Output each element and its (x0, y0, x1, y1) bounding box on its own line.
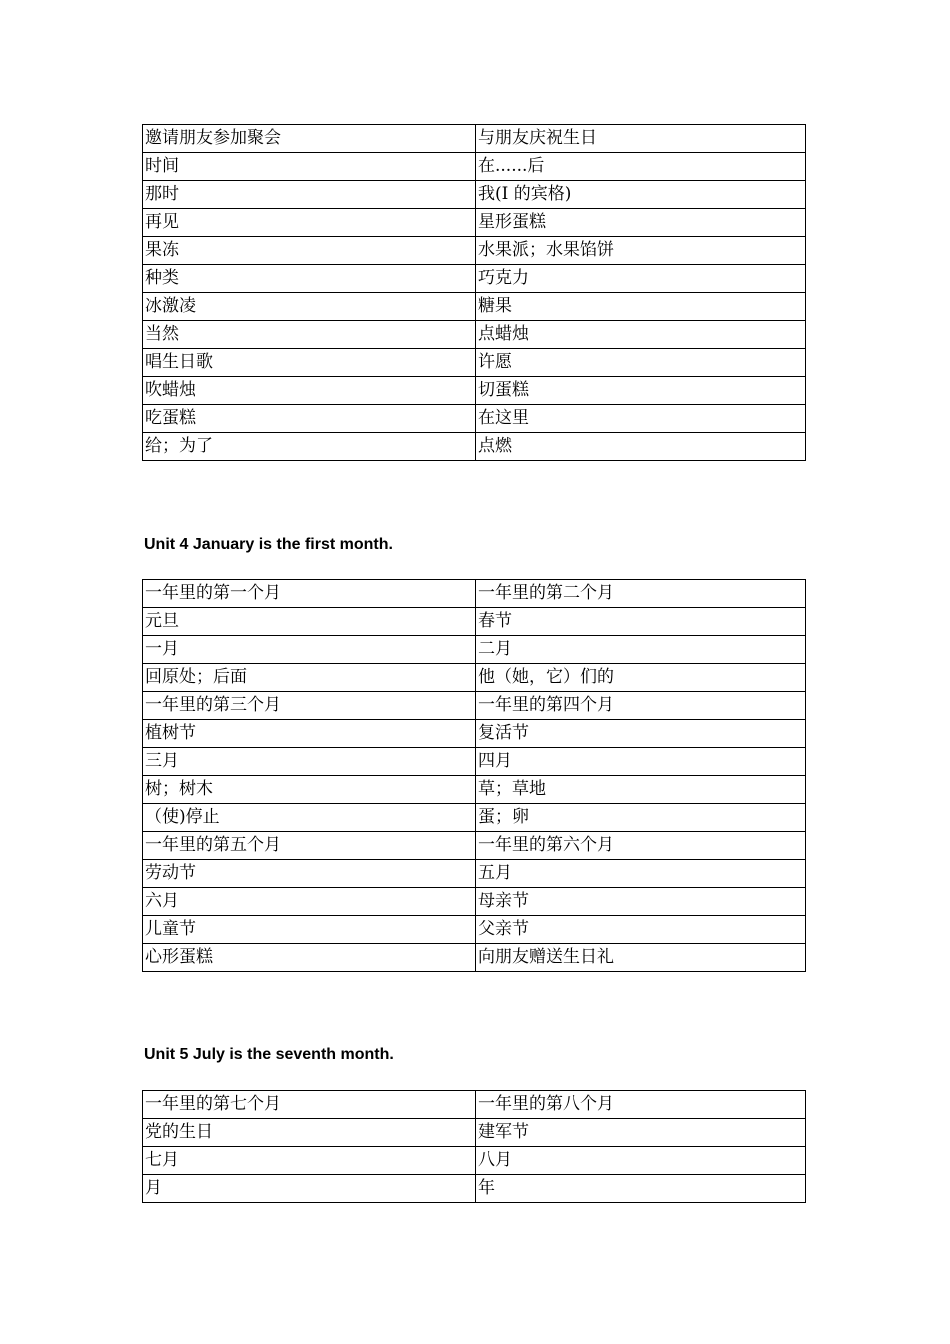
vocab-table-unit3 (142, 124, 806, 461)
chinese-term-cell: 当然 (143, 321, 476, 349)
chinese-term-cell: 儿童节 (143, 916, 476, 944)
chinese-term-cell: 时间 (143, 153, 476, 181)
chinese-term-cell: 冰激凌 (143, 293, 476, 321)
chinese-term-cell-right: 在......后 (476, 153, 806, 181)
table-row (143, 1147, 806, 1175)
chinese-term-cell-right: 许愿 (476, 349, 806, 377)
chinese-term-cell-right: 水果派；水果馅饼 (476, 237, 806, 265)
chinese-term-cell-right: 春节 (476, 608, 806, 636)
table-row (143, 776, 806, 804)
table-row (143, 888, 806, 916)
unit-5-heading: Unit 5 July is the seventh month. (144, 1046, 394, 1063)
chinese-term-cell: 六月 (143, 888, 476, 916)
table-row (143, 860, 806, 888)
table-row (143, 636, 806, 664)
table-row (143, 944, 806, 972)
table-row (143, 209, 806, 237)
chinese-term-cell: 元旦 (143, 608, 476, 636)
chinese-term-cell-right: 星形蛋糕 (476, 209, 806, 237)
chinese-term-cell: 七月 (143, 1147, 476, 1175)
chinese-term-cell-right: 向朋友赠送生日礼 (476, 944, 806, 972)
chinese-term-cell-right: 与朋友庆祝生日 (476, 125, 806, 153)
table-row (143, 405, 806, 433)
chinese-term-cell-right: 复活节 (476, 720, 806, 748)
table-row (143, 720, 806, 748)
chinese-term-cell: 植树节 (143, 720, 476, 748)
chinese-term-cell: 树；树木 (143, 776, 476, 804)
table-row (143, 349, 806, 377)
chinese-term-cell: 一年里的第三个月 (143, 692, 476, 720)
table-row (143, 1091, 806, 1119)
table-row (143, 237, 806, 265)
chinese-term-cell-right: 点燃 (476, 433, 806, 461)
chinese-term-cell: 月 (143, 1175, 476, 1203)
chinese-term-cell-right: 蛋；卵 (476, 804, 806, 832)
chinese-term-cell: （使)停止 (143, 804, 476, 832)
chinese-term-cell-right: 在这里 (476, 405, 806, 433)
table-row (143, 377, 806, 405)
chinese-term-cell-right: 一年里的第二个月 (476, 580, 806, 608)
chinese-term-cell-right: 一年里的第四个月 (476, 692, 806, 720)
chinese-term-cell: 党的生日 (143, 1119, 476, 1147)
chinese-term-cell-right: 建军节 (476, 1119, 806, 1147)
table-row (143, 181, 806, 209)
chinese-term-cell: 心形蛋糕 (143, 944, 476, 972)
vocab-table-unit4 (142, 579, 806, 972)
chinese-term-cell: 种类 (143, 265, 476, 293)
chinese-term-cell-right: 巧克力 (476, 265, 806, 293)
table-row (143, 433, 806, 461)
chinese-term-cell-right: 糖果 (476, 293, 806, 321)
chinese-term-cell-right: 一年里的第六个月 (476, 832, 806, 860)
table-row (143, 664, 806, 692)
table-row (143, 832, 806, 860)
table-row (143, 916, 806, 944)
table-row (143, 580, 806, 608)
chinese-term-cell: 一年里的第五个月 (143, 832, 476, 860)
chinese-term-cell: 一月 (143, 636, 476, 664)
chinese-term-cell-right: 年 (476, 1175, 806, 1203)
chinese-term-cell: 果冻 (143, 237, 476, 265)
chinese-term-cell-right: 五月 (476, 860, 806, 888)
chinese-term-cell: 给；为了 (143, 433, 476, 461)
table-row (143, 265, 806, 293)
table-row (143, 1175, 806, 1203)
chinese-term-cell: 再见 (143, 209, 476, 237)
table-row (143, 1119, 806, 1147)
chinese-term-cell-right: 四月 (476, 748, 806, 776)
chinese-term-cell-right: 二月 (476, 636, 806, 664)
chinese-term-cell-right: 草；草地 (476, 776, 806, 804)
chinese-term-cell: 吃蛋糕 (143, 405, 476, 433)
table-row (143, 608, 806, 636)
vocab-table-unit5 (142, 1090, 806, 1203)
chinese-term-cell-right: 一年里的第八个月 (476, 1091, 806, 1119)
chinese-term-cell-right: 母亲节 (476, 888, 806, 916)
chinese-term-cell: 吹蜡烛 (143, 377, 476, 405)
chinese-term-cell: 唱生日歌 (143, 349, 476, 377)
chinese-term-cell: 劳动节 (143, 860, 476, 888)
chinese-term-cell: 一年里的第七个月 (143, 1091, 476, 1119)
table-row (143, 692, 806, 720)
chinese-term-cell-right: 我(I 的宾格) (476, 181, 806, 209)
table-row (143, 153, 806, 181)
table-row (143, 321, 806, 349)
table-row (143, 748, 806, 776)
chinese-term-cell-right: 父亲节 (476, 916, 806, 944)
unit-4-heading: Unit 4 January is the first month. (144, 536, 393, 553)
chinese-term-cell: 邀请朋友参加聚会 (143, 125, 476, 153)
chinese-term-cell: 回原处；后面 (143, 664, 476, 692)
table-row (143, 125, 806, 153)
chinese-term-cell: 三月 (143, 748, 476, 776)
chinese-term-cell-right: 八月 (476, 1147, 806, 1175)
chinese-term-cell-right: 切蛋糕 (476, 377, 806, 405)
chinese-term-cell-right: 他（她，它）们的 (476, 664, 806, 692)
table-row (143, 293, 806, 321)
chinese-term-cell-right: 点蜡烛 (476, 321, 806, 349)
chinese-term-cell: 那时 (143, 181, 476, 209)
table-row (143, 804, 806, 832)
chinese-term-cell: 一年里的第一个月 (143, 580, 476, 608)
